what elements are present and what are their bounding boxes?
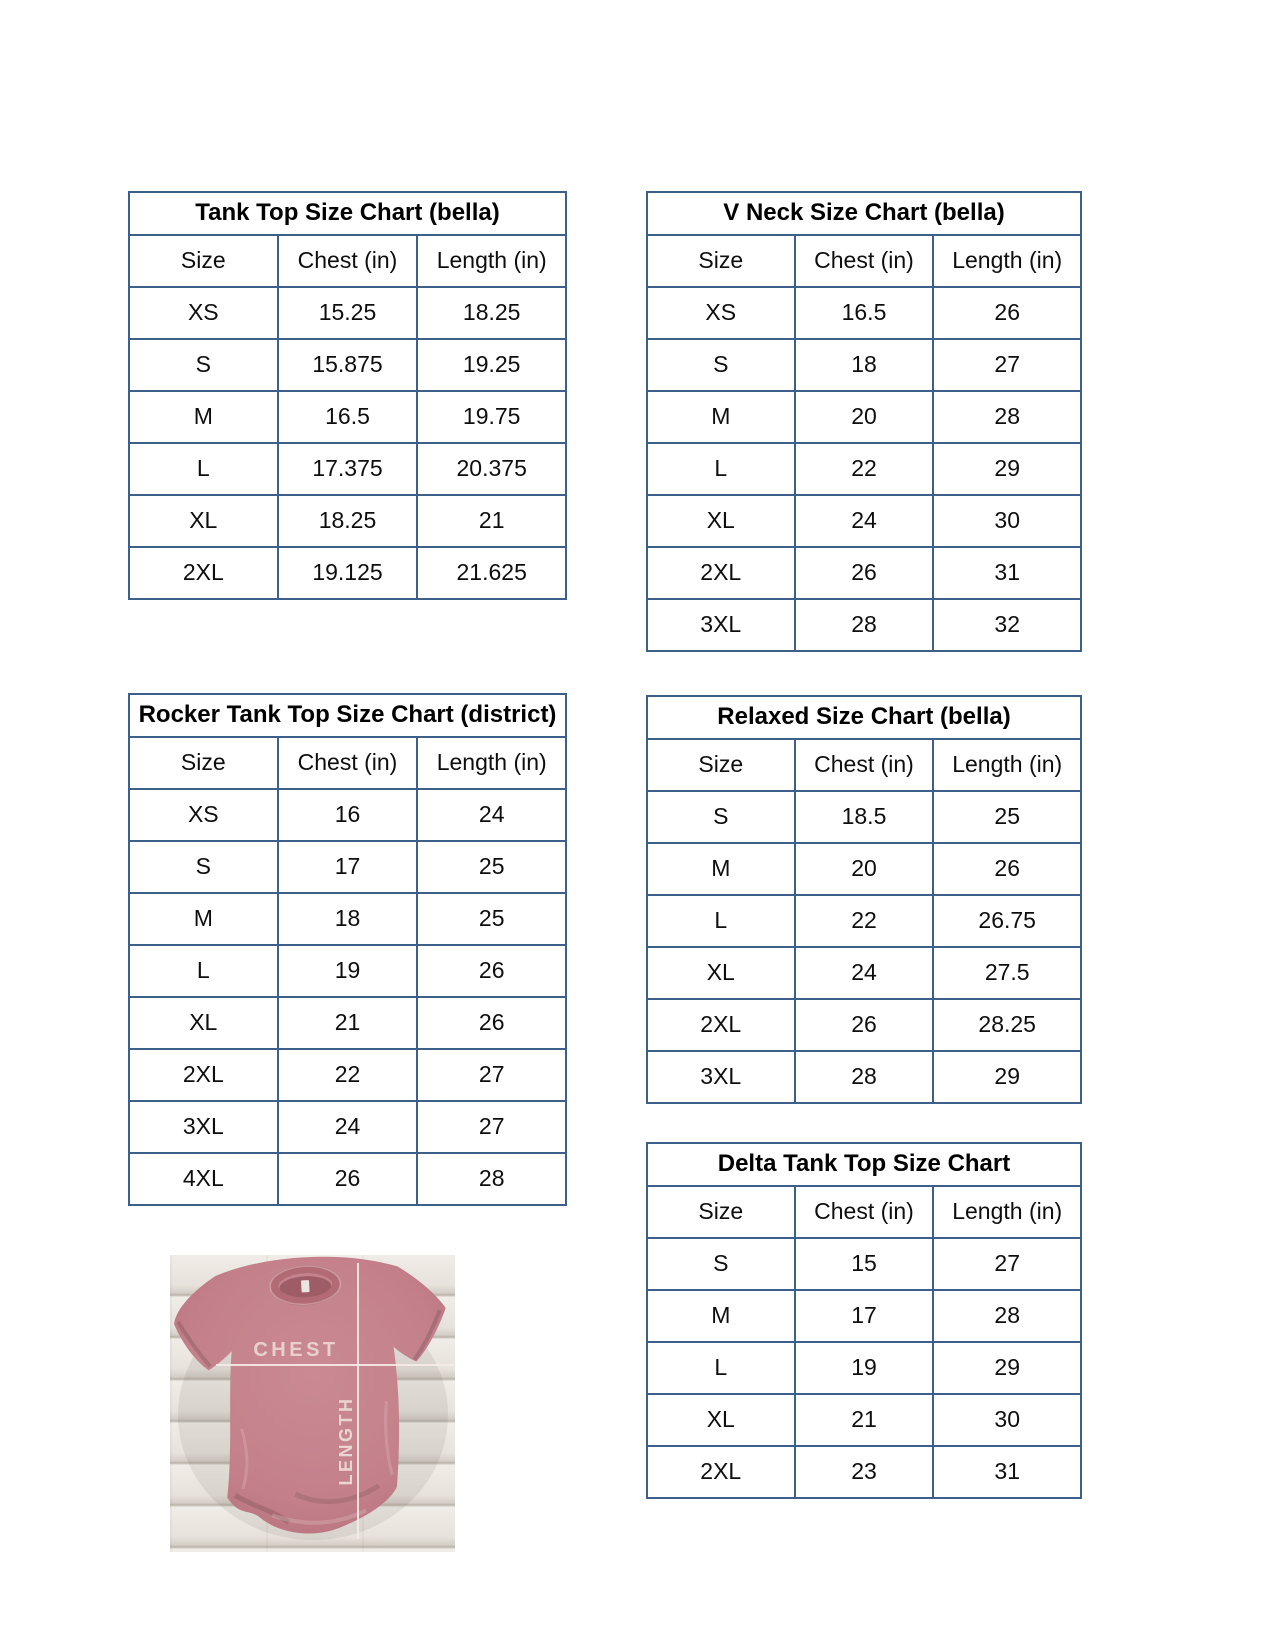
table-cell: 27 xyxy=(417,1049,566,1101)
table-cell: 26 xyxy=(795,547,934,599)
table-cell: XL xyxy=(647,495,795,547)
table-cell: 29 xyxy=(933,1342,1081,1394)
table-cell: 17.375 xyxy=(278,443,418,495)
table-row xyxy=(129,339,566,391)
table-row xyxy=(647,235,1081,287)
table-cell: 23 xyxy=(795,1446,934,1498)
table-cell: 3XL xyxy=(647,1051,795,1103)
column-header: Length (in) xyxy=(417,737,566,789)
table-cell: 27.5 xyxy=(933,947,1081,999)
table-cell: 28.25 xyxy=(933,999,1081,1051)
table-cell: 26 xyxy=(795,999,934,1051)
table-row xyxy=(647,895,1081,947)
table-cell: 25 xyxy=(417,841,566,893)
table-cell: 18.25 xyxy=(278,495,418,547)
column-header: Chest (in) xyxy=(278,235,418,287)
table-cell: XL xyxy=(647,1394,795,1446)
table-cell: 22 xyxy=(795,443,934,495)
table-cell: 27 xyxy=(933,1238,1081,1290)
table-cell: M xyxy=(129,391,278,443)
table-cell: 16.5 xyxy=(795,287,934,339)
table-row xyxy=(647,1186,1081,1238)
table-cell: 20.375 xyxy=(417,443,566,495)
table-cell: 25 xyxy=(417,893,566,945)
delta-tank-size-table xyxy=(646,1142,1082,1499)
table-row xyxy=(129,443,566,495)
table-cell: 26 xyxy=(278,1153,418,1205)
v-neck-size-table xyxy=(646,191,1082,652)
table-title-row xyxy=(129,694,566,737)
table-cell: 3XL xyxy=(647,599,795,651)
table-row xyxy=(129,287,566,339)
table-cell: 28 xyxy=(933,1290,1081,1342)
table-cell: 19.75 xyxy=(417,391,566,443)
table-cell: 17 xyxy=(278,841,418,893)
column-header: Size xyxy=(129,737,278,789)
table xyxy=(128,191,567,600)
table-cell: 25 xyxy=(933,791,1081,843)
table-cell: L xyxy=(129,443,278,495)
table-cell: 2XL xyxy=(647,999,795,1051)
table xyxy=(128,693,567,1206)
column-header: Chest (in) xyxy=(278,737,418,789)
column-header: Size xyxy=(129,235,278,287)
table-cell: 3XL xyxy=(129,1101,278,1153)
table-cell: 28 xyxy=(933,391,1081,443)
column-header: Size xyxy=(647,235,795,287)
table-cell: 18 xyxy=(278,893,418,945)
table-row xyxy=(129,495,566,547)
column-header: Length (in) xyxy=(933,739,1081,791)
table-cell: 31 xyxy=(933,547,1081,599)
table-title: Tank Top Size Chart (bella) xyxy=(129,192,566,235)
table-cell: 27 xyxy=(933,339,1081,391)
table-cell: S xyxy=(647,1238,795,1290)
table-cell: 22 xyxy=(278,1049,418,1101)
table-cell: 26 xyxy=(417,997,566,1049)
table-title-row xyxy=(647,1143,1081,1186)
chest-label: CHEST xyxy=(253,1339,339,1361)
length-label: LENGTH xyxy=(336,1396,356,1486)
table-row xyxy=(647,1446,1081,1498)
table-row xyxy=(129,789,566,841)
table-row xyxy=(647,843,1081,895)
table-cell: 31 xyxy=(933,1446,1081,1498)
table-cell: S xyxy=(129,339,278,391)
table-row xyxy=(647,947,1081,999)
column-header: Length (in) xyxy=(933,1186,1081,1238)
table-cell: 24 xyxy=(278,1101,418,1153)
table-cell: 20 xyxy=(795,843,934,895)
table-row xyxy=(129,841,566,893)
table-cell: L xyxy=(647,443,795,495)
table-row xyxy=(647,287,1081,339)
table-row xyxy=(647,1290,1081,1342)
table-cell: 29 xyxy=(933,1051,1081,1103)
table-cell: 26 xyxy=(933,287,1081,339)
table-title: Delta Tank Top Size Chart xyxy=(647,1143,1081,1186)
table-cell: 29 xyxy=(933,443,1081,495)
table-cell: L xyxy=(647,895,795,947)
table-cell: 28 xyxy=(795,599,934,651)
table-cell: 30 xyxy=(933,1394,1081,1446)
table-cell: S xyxy=(647,339,795,391)
column-header: Chest (in) xyxy=(795,739,934,791)
table-title-row xyxy=(647,696,1081,739)
table-title: Rocker Tank Top Size Chart (district) xyxy=(129,694,566,737)
table-cell: 2XL xyxy=(647,1446,795,1498)
table-row xyxy=(129,893,566,945)
table-row xyxy=(647,1394,1081,1446)
table-cell: 4XL xyxy=(129,1153,278,1205)
table-cell: XS xyxy=(129,789,278,841)
table-row xyxy=(129,391,566,443)
table-cell: 24 xyxy=(795,947,934,999)
collar-tag xyxy=(301,1280,310,1292)
table-cell: L xyxy=(129,945,278,997)
table-cell: 15.25 xyxy=(278,287,418,339)
table-row xyxy=(129,1049,566,1101)
table-cell: 28 xyxy=(417,1153,566,1205)
table-cell: 19 xyxy=(278,945,418,997)
table-cell: 24 xyxy=(795,495,934,547)
table-row xyxy=(647,495,1081,547)
column-header: Length (in) xyxy=(417,235,566,287)
table-row xyxy=(647,443,1081,495)
table-cell: 19.25 xyxy=(417,339,566,391)
column-header: Size xyxy=(647,739,795,791)
table-cell: 18.25 xyxy=(417,287,566,339)
table-row xyxy=(129,997,566,1049)
table-cell: 15.875 xyxy=(278,339,418,391)
table-cell: 26 xyxy=(417,945,566,997)
table-cell: 21 xyxy=(278,997,418,1049)
table-cell: M xyxy=(647,391,795,443)
table xyxy=(646,1142,1082,1499)
table-row xyxy=(647,999,1081,1051)
table-cell: 16 xyxy=(278,789,418,841)
column-header: Length (in) xyxy=(933,235,1081,287)
rocker-tank-size-table xyxy=(128,693,567,1206)
table-cell: 18.5 xyxy=(795,791,934,843)
table-cell: M xyxy=(647,843,795,895)
table-title: Relaxed Size Chart (bella) xyxy=(647,696,1081,739)
table-title: V Neck Size Chart (bella) xyxy=(647,192,1081,235)
table-cell: 18 xyxy=(795,339,934,391)
table-row xyxy=(129,1101,566,1153)
table-cell: S xyxy=(129,841,278,893)
table xyxy=(646,695,1082,1104)
table-row xyxy=(647,791,1081,843)
table-cell: XL xyxy=(129,495,278,547)
table-cell: 22 xyxy=(795,895,934,947)
table-cell: 20 xyxy=(795,391,934,443)
table-row xyxy=(129,547,566,599)
table-cell: 26.75 xyxy=(933,895,1081,947)
table-cell: XS xyxy=(129,287,278,339)
table-title-row xyxy=(647,192,1081,235)
table-row xyxy=(129,1153,566,1205)
table-cell: 21 xyxy=(417,495,566,547)
table-row xyxy=(647,1342,1081,1394)
table-cell: 32 xyxy=(933,599,1081,651)
table-cell: 19 xyxy=(795,1342,934,1394)
table-cell: 24 xyxy=(417,789,566,841)
table-cell: 30 xyxy=(933,495,1081,547)
table-row xyxy=(647,391,1081,443)
table-cell: 28 xyxy=(795,1051,934,1103)
table-cell: 21.625 xyxy=(417,547,566,599)
table-cell: XL xyxy=(129,997,278,1049)
table-cell: XS xyxy=(647,287,795,339)
table-cell: 15 xyxy=(795,1238,934,1290)
table-row xyxy=(647,599,1081,651)
column-header: Chest (in) xyxy=(795,1186,934,1238)
table-row xyxy=(647,1238,1081,1290)
table-cell: S xyxy=(647,791,795,843)
table-cell: XL xyxy=(647,947,795,999)
table-cell: M xyxy=(647,1290,795,1342)
table-cell: 26 xyxy=(933,843,1081,895)
tank-top-size-table xyxy=(128,191,567,600)
table-cell: L xyxy=(647,1342,795,1394)
table-row xyxy=(647,739,1081,791)
table xyxy=(646,191,1082,652)
table-cell: 19.125 xyxy=(278,547,418,599)
table-title-row xyxy=(129,192,566,235)
table-cell: 16.5 xyxy=(278,391,418,443)
table-row xyxy=(129,945,566,997)
table-row xyxy=(647,547,1081,599)
column-header: Chest (in) xyxy=(795,235,934,287)
table-row xyxy=(129,737,566,789)
tshirt-measurement-photo xyxy=(170,1255,455,1552)
table-row xyxy=(647,339,1081,391)
relaxed-size-table xyxy=(646,695,1082,1104)
table-cell: 2XL xyxy=(647,547,795,599)
table-row xyxy=(129,235,566,287)
table-row xyxy=(647,1051,1081,1103)
table-cell: 2XL xyxy=(129,1049,278,1101)
tshirt-illustration xyxy=(170,1255,455,1552)
table-cell: 27 xyxy=(417,1101,566,1153)
table-cell: 21 xyxy=(795,1394,934,1446)
table-cell: 2XL xyxy=(129,547,278,599)
column-header: Size xyxy=(647,1186,795,1238)
table-cell: M xyxy=(129,893,278,945)
table-cell: 17 xyxy=(795,1290,934,1342)
